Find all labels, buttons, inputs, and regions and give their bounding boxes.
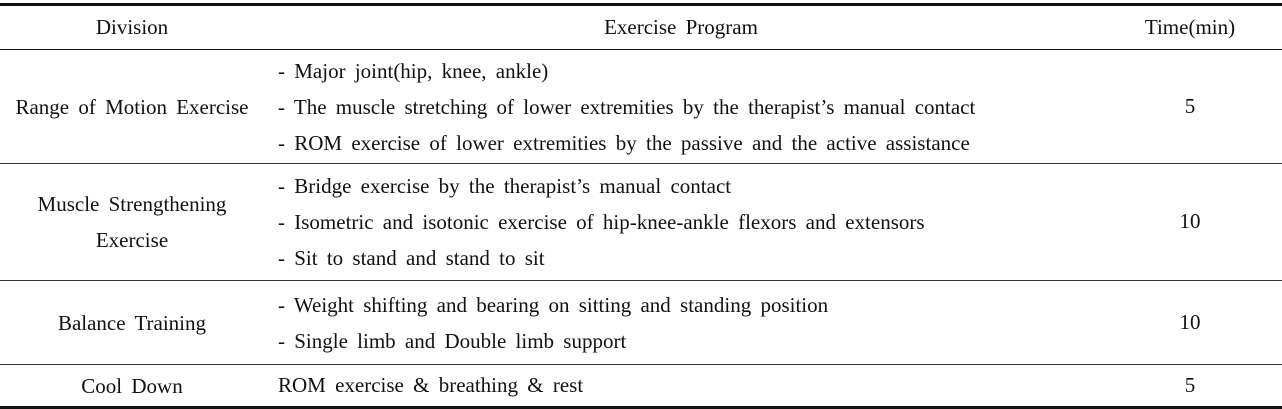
division-cell (0, 305, 264, 341)
program-item: - ROM exercise of lower extremities by the passive and the active assistance (278, 130, 970, 155)
time-cell: 5 (1184, 372, 1196, 397)
program-cell (264, 168, 1098, 276)
program-list (278, 53, 1098, 161)
time-cell: 10 (1179, 309, 1201, 334)
table-row (0, 50, 1282, 164)
header-exercise-program: Exercise Program (604, 14, 758, 39)
program-item: - Weight shifting and bearing on sitting and standing position (278, 292, 829, 317)
program-text: ROM exercise & breathing & rest (278, 372, 584, 397)
exercise-program-table (0, 3, 1282, 409)
table-row (0, 281, 1282, 365)
division-label: Range of Motion Exercise (15, 94, 249, 119)
table-row (0, 164, 1282, 281)
program-item: - Isometric and isotonic exercise of hip-knee-ankle flexors and extensors (278, 210, 925, 234)
header-time: Time(min) (1144, 14, 1236, 39)
program-cell (264, 373, 1098, 398)
program-list (278, 168, 1098, 276)
division-cell (0, 89, 264, 125)
time-cell: 10 (1179, 209, 1201, 234)
division-cell (0, 368, 264, 404)
program-item: - Bridge exercise by the therapist’s manual contact (278, 174, 732, 198)
program-list (278, 287, 1098, 359)
division-label: Cool Down (81, 373, 183, 398)
table-header-row (0, 6, 1282, 50)
time-cell: 5 (1184, 93, 1196, 118)
division-cell (0, 186, 264, 258)
program-item: - The muscle stretching of lower extremities by the therapist’s manual contact (278, 94, 976, 119)
division-label: Muscle Strengthening Exercise (37, 192, 227, 252)
program-item: - Single limb and Double limb support (278, 328, 627, 353)
program-cell (264, 53, 1098, 161)
table-row (0, 365, 1282, 406)
program-item: - Sit to stand and stand to sit (278, 246, 545, 270)
header-division: Division (95, 14, 169, 39)
program-item: - Major joint(hip, knee, ankle) (278, 58, 549, 83)
division-label: Balance Training (57, 310, 207, 335)
program-cell (264, 287, 1098, 359)
